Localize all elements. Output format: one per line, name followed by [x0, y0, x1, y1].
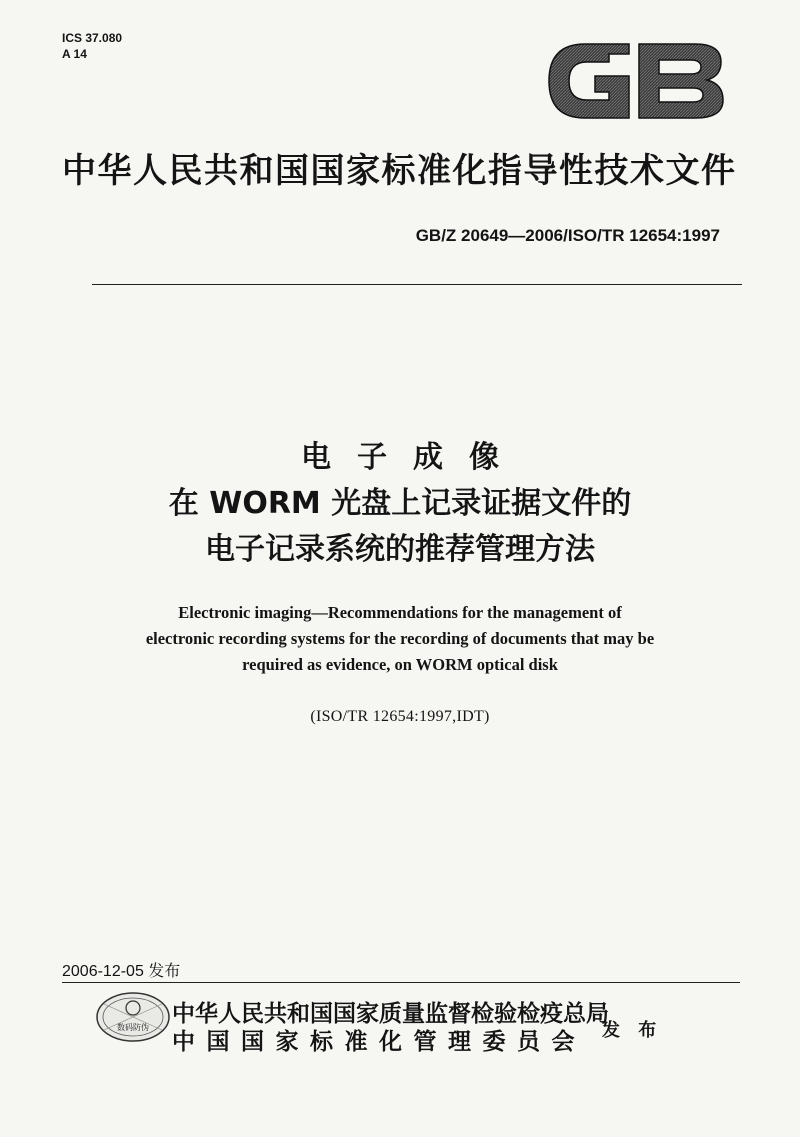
release-date: 2006-12-05 发布 [62, 963, 181, 980]
publish-label: 发 布 [602, 1020, 663, 1041]
anti-counterfeit-seal [94, 990, 172, 1044]
english-title-line-2: electronic recording systems for the recording of documents that may be [145, 629, 655, 648]
chinese-title-line-3: 电子记录系统的推荐管理方法 [205, 532, 595, 567]
document-type: 中华人民共和国国家标准化指导性技术文件 [62, 151, 737, 191]
header-divider [92, 284, 742, 285]
issuer-sac: 中国国家标准化管理委员会 [172, 1029, 586, 1055]
english-title [0, 600, 800, 678]
logo-g-shape [549, 44, 629, 118]
issuing-authorities [172, 1000, 609, 1056]
english-title-line-1: Electronic imaging—Recommendations for the management of [178, 603, 622, 622]
chinese-title-line-2: 在 WORM 光盘上记录证据文件的 [168, 486, 632, 521]
footer-divider [62, 982, 740, 983]
seal-label: 数码防伪 [117, 1023, 149, 1032]
ccs-code: A 14 [62, 47, 87, 61]
equivalence-note: (ISO/TR 12654:1997,IDT) [310, 708, 490, 725]
gb-logo [545, 40, 725, 122]
ics-code: ICS 37.080 [62, 31, 123, 45]
logo-b-shape [639, 44, 723, 118]
issuer-aqsiq: 中华人民共和国国家质量监督检验检疫总局 [172, 1001, 609, 1027]
english-title-line-3: required as evidence, on WORM optical disk [242, 655, 558, 674]
standard-number: GB/Z 20649—2006/ISO/TR 12654:1997 [415, 226, 720, 245]
classification-codes [62, 30, 122, 62]
chinese-title [0, 435, 800, 573]
chinese-title-line-1: 电子成像 [301, 440, 525, 475]
